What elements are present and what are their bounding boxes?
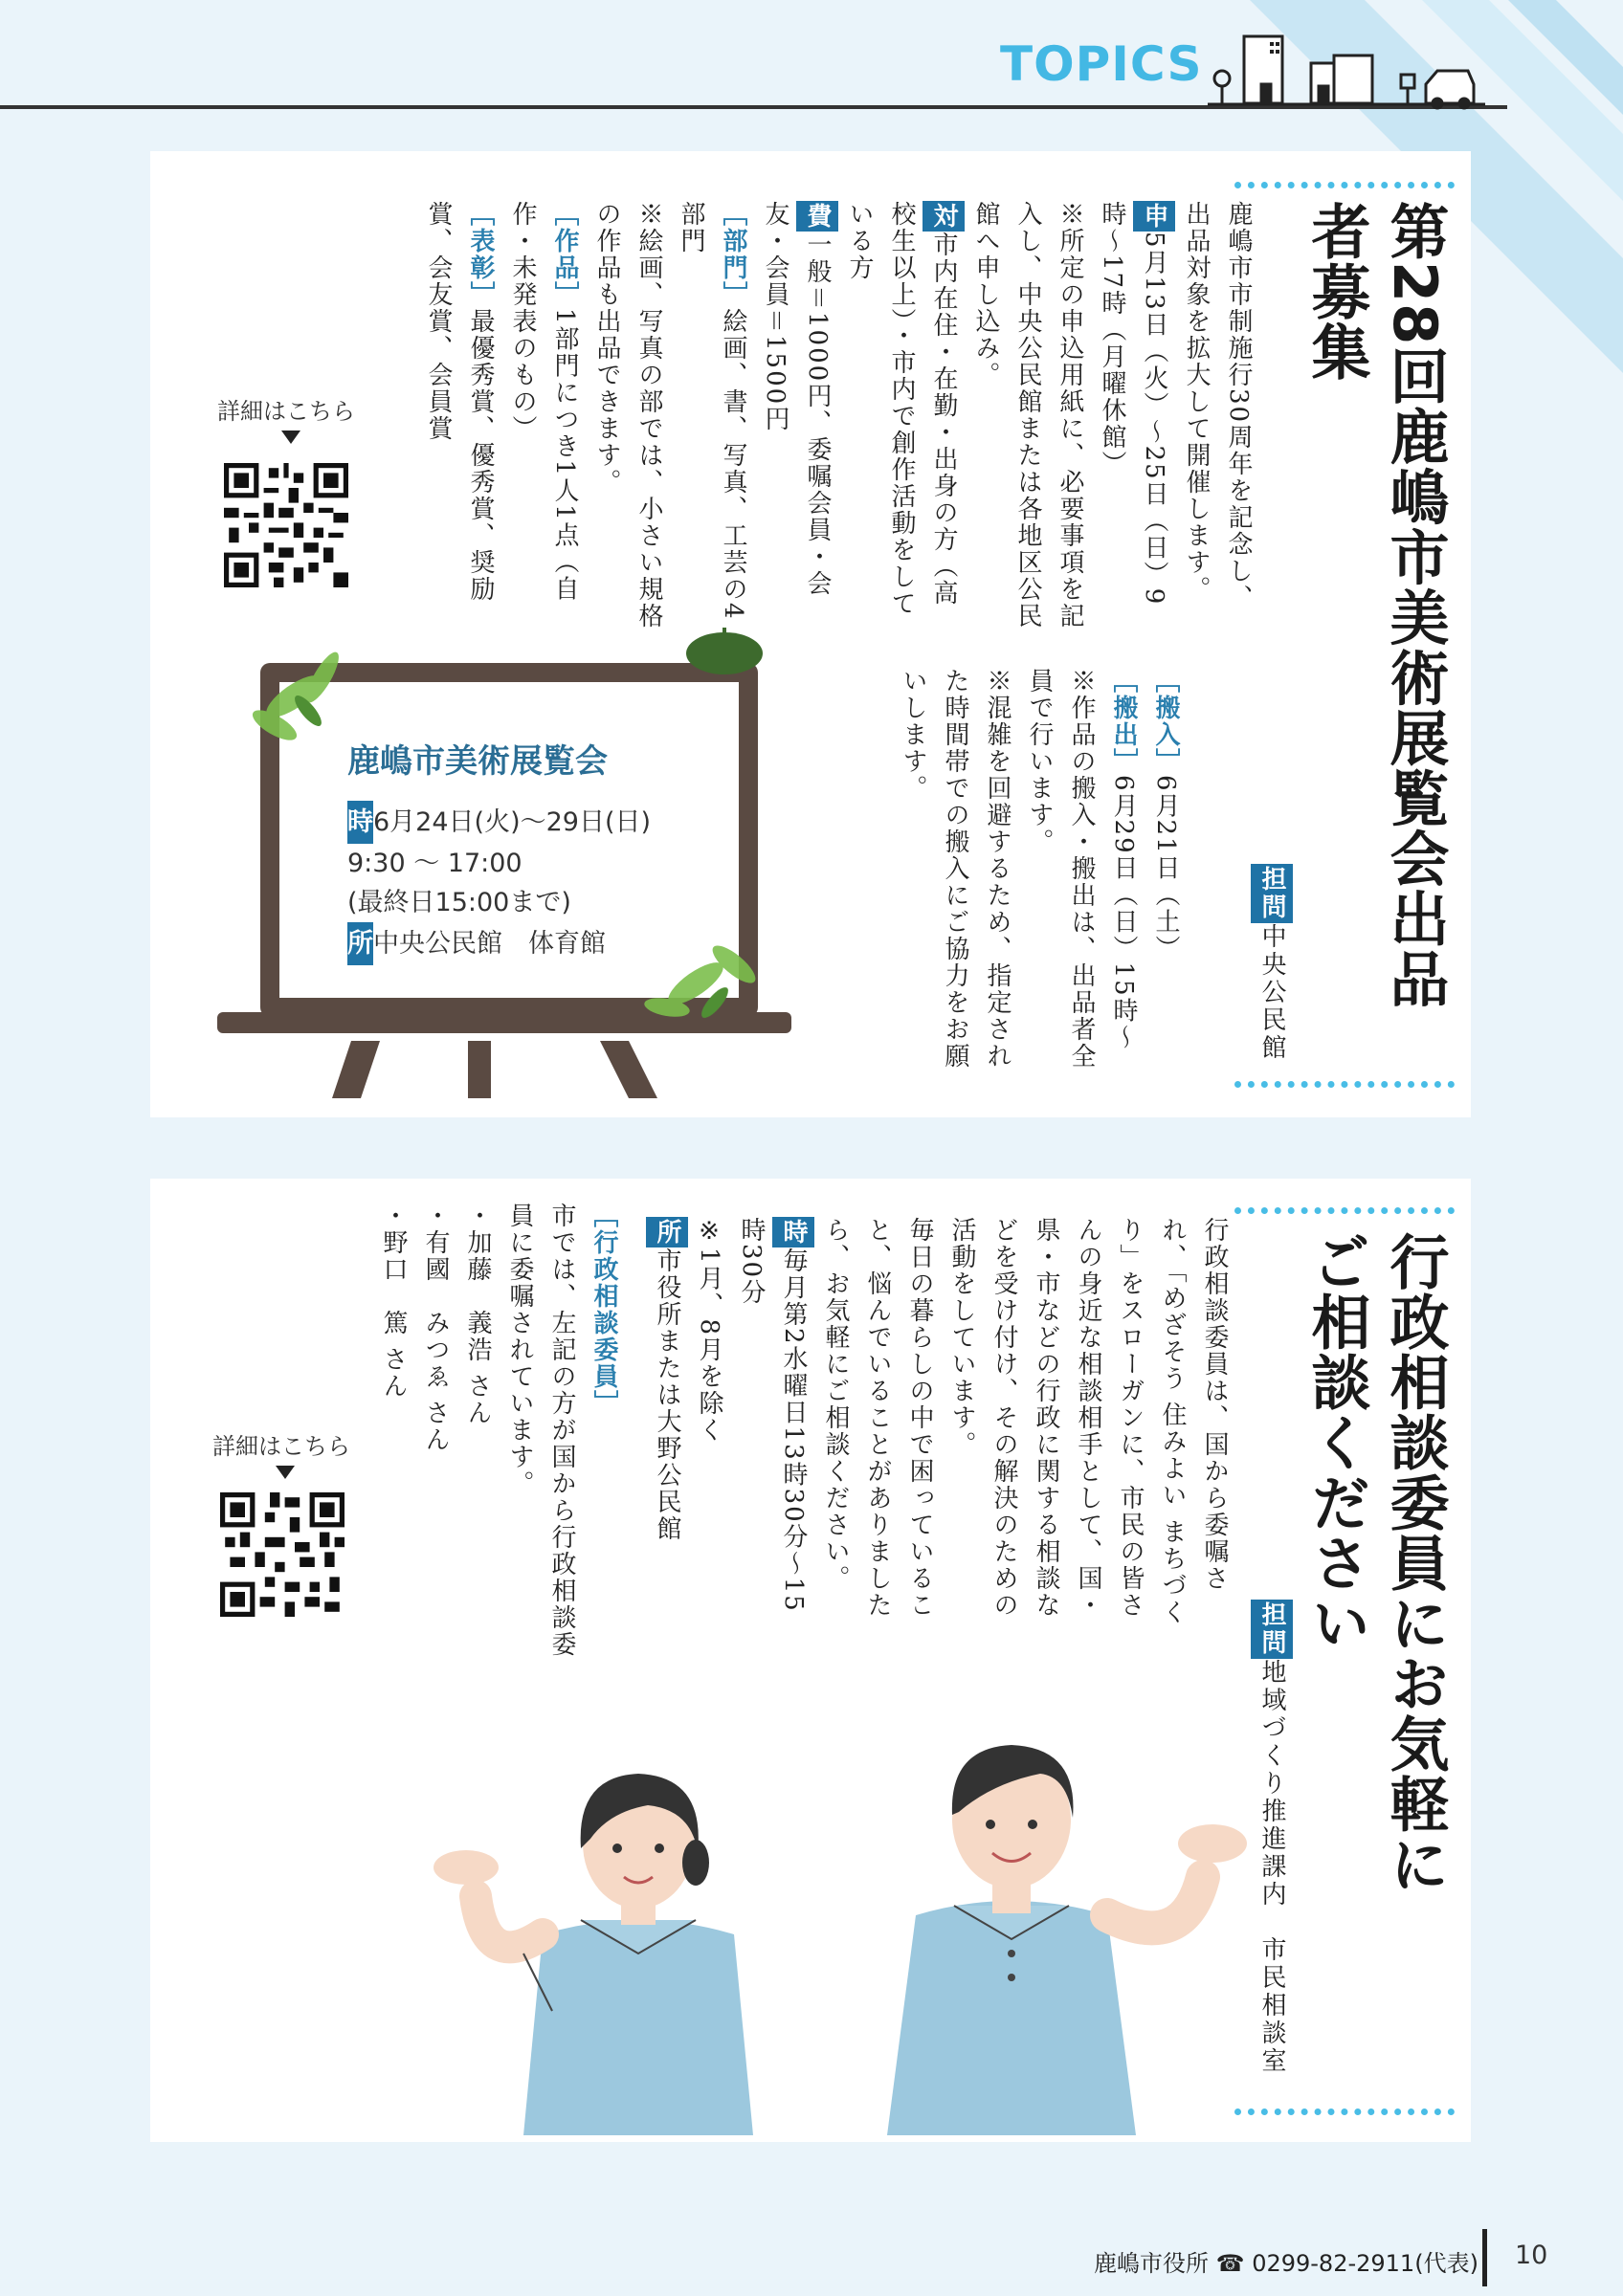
office-name: 鹿嶋市役所 [1094, 2250, 1209, 2277]
exhibition-hours: 9:30 〜 17:00 [347, 849, 522, 878]
contact-tag: 担問 [1251, 1600, 1293, 1659]
qr-caption: 詳細はこちら [217, 398, 355, 425]
board-place-tag: 所 [347, 922, 373, 965]
carry-in-label: ［搬入］ [1151, 668, 1180, 775]
dept-label: ［部門］ [719, 201, 747, 308]
arrow-down-icon [276, 1466, 295, 1479]
work-label: ［作品］ [550, 201, 579, 308]
carry-out-date: 6月29日（日）15時〜 [1109, 775, 1138, 1051]
footer-divider [1482, 2229, 1487, 2286]
article-title: 第28回鹿嶋市美術展覧会出品者募集 [1301, 201, 1450, 1009]
body-intro: 鹿嶋市市制施行30周年を記念し、出品対象を拡大して開催します。 [1182, 201, 1253, 612]
exhibition-last-day: (最終日15:00まで) [347, 888, 571, 917]
qr-code[interactable] [224, 463, 348, 587]
dotted-divider-top [1234, 182, 1455, 188]
member-item: ・野口 篤 さん [379, 1203, 408, 1401]
contact-info [1251, 864, 1293, 1084]
contact-name: 中央公民館 [1257, 923, 1286, 1062]
phone-icon: ☎ [1215, 2250, 1245, 2277]
consult-place: 市役所または大野公民館 [653, 1247, 681, 1542]
work-text: 1部門につき1人1点（自作・未発表のもの） [508, 201, 579, 603]
dept-note: ※絵画、写真の部では、小さい規格の作品も出品できます。 [592, 201, 663, 629]
consultants-illustration [418, 1724, 1299, 2135]
arrow-down-icon [281, 430, 300, 444]
footer-contact [1094, 2244, 1478, 2278]
carry-out-label: ［搬出］ [1109, 668, 1138, 775]
section-header: TOPICS [1000, 36, 1203, 92]
carry-note-2: ※混雑を回避するため、指定された時間帯での搬入にご協力をお願いします。 [899, 668, 1012, 1070]
contact-tag: 担問 [1251, 864, 1293, 923]
board-time-tag: 時 [347, 801, 373, 844]
place-tag: 所 [646, 1217, 688, 1247]
qr-code[interactable] [220, 1492, 345, 1617]
member-item: ・加藤 義浩 さん [463, 1203, 492, 1427]
time-note: ※1月、8月を除く [695, 1217, 723, 1445]
members-section [372, 1203, 625, 1662]
article-title: 行政相談委員にお気軽にご相談ください [1301, 1231, 1450, 1894]
consult-time: 毎月第2水曜日13時30分〜15時30分 [737, 1217, 808, 1613]
page-number: 10 [1515, 2241, 1548, 2270]
member-item: ・有國 みつゑ さん [421, 1203, 450, 1454]
contact-name: 地域づくり推進課内 市民相談室 [1257, 1659, 1286, 2075]
apply-period: 5月13日（火）〜25日（日）9時〜17時（月曜休館） [1098, 201, 1168, 607]
fee-tag: 費 [796, 201, 838, 232]
fee-text: 一般＝1000円、委嘱会員・会友・会員＝1500円 [761, 201, 832, 598]
carry-in-date: 6月21日（土） [1151, 775, 1180, 962]
office-phone: 0299-82-2911(代表) [1252, 2250, 1478, 2277]
exhibition-dates: 6月24日(火)〜29日(日) [373, 807, 652, 837]
carry-note-1: ※作品の搬入・搬出は、出品者全員で行います。 [1025, 668, 1096, 1070]
target-tag: 対 [923, 201, 965, 232]
award-label: ［表彰］ [466, 201, 495, 308]
body-paragraph-1: 行政相談委員は、国から委嘱され、「めざそう 住みよい まちづくり」をスローガンに、市民の皆さんの身近な相談相手として、国・県・市などの行政に関する相談などを受け付け、その解決のための活動をしています。 [947, 1217, 1229, 1626]
apply-note: ※所定の申込用紙に、必要事項を記入し、中央公民館または各地区公民館へ申し込み。 [971, 201, 1084, 629]
award-text: 最優秀賞、優秀賞、奨励賞、会友賞、会員賞 [424, 201, 495, 603]
apply-tag: 申 [1133, 201, 1175, 232]
dept-text: 絵画、書、写真、工芸の4部門 [677, 201, 747, 621]
article-body-right [892, 668, 1187, 1070]
article-body-left [417, 201, 1259, 631]
exhibition-place: 中央公民館 体育館 [373, 929, 606, 959]
time-tag: 時 [772, 1217, 814, 1247]
article-art-exhibition [150, 151, 1471, 1117]
members-intro: 市では、左記の方が国から行政相談委員に委嘱されています。 [505, 1203, 576, 1658]
article-administrative-counseling [150, 1179, 1471, 2142]
signboard-content [347, 735, 651, 965]
qr-caption: 詳細はこちら [212, 1433, 350, 1460]
members-label: ［行政相談委員］ [589, 1203, 618, 1417]
town-illustration-icon [1208, 29, 1485, 110]
body-paragraph-2: 毎日の暮らしの中で困っていること、悩んでいることがありましたら、お気軽にご相談ください。 [821, 1217, 934, 1619]
exhibition-name: 鹿嶋市美術展覧会 [347, 742, 608, 781]
dotted-divider-top [1234, 1207, 1455, 1214]
article-body [646, 1217, 1235, 1638]
target-text: 市内在住・在勤・出身の方（高校生以上）・市内で創作活動をしている方 [845, 201, 958, 617]
